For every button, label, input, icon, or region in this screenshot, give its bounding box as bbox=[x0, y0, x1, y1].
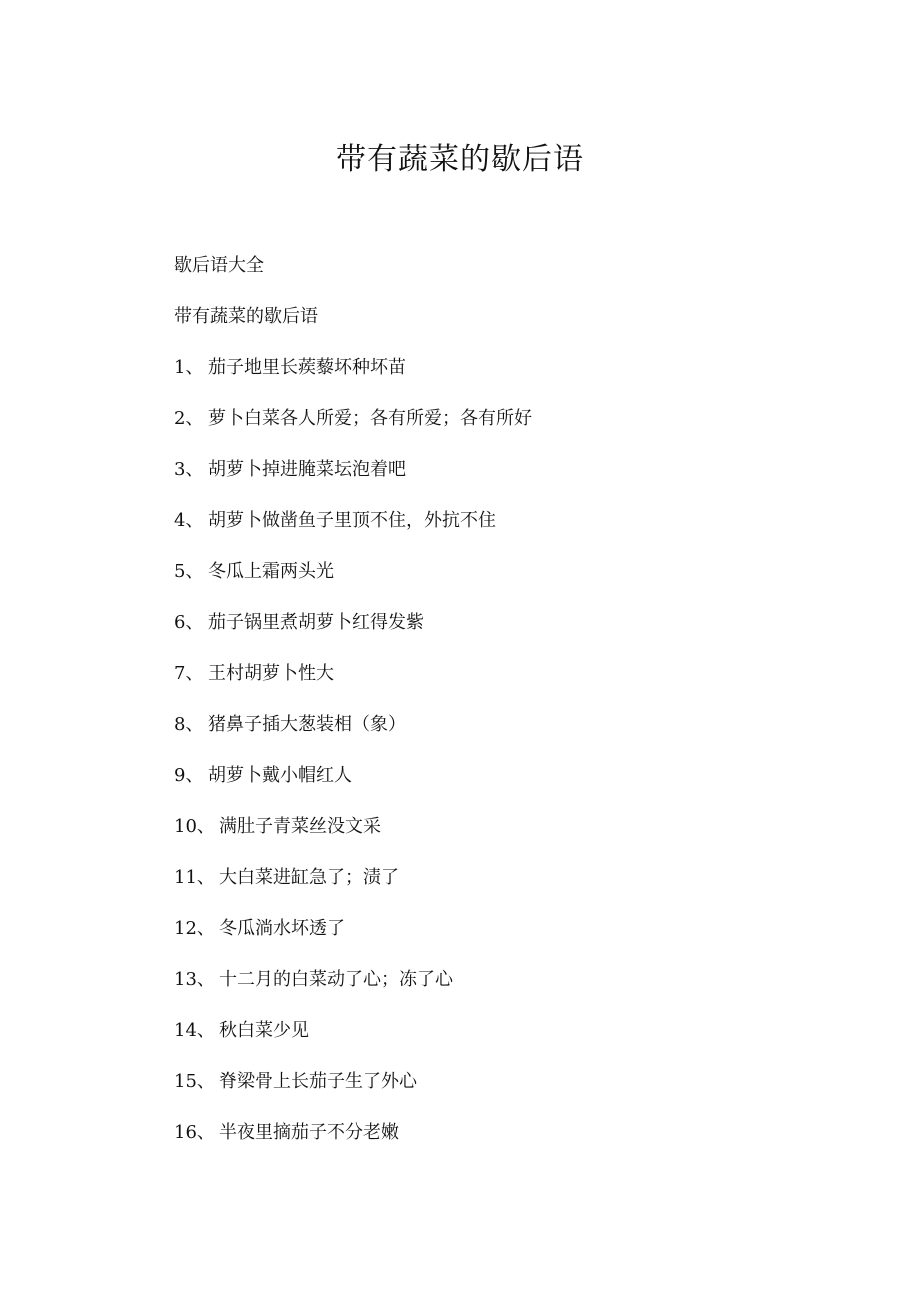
item-text: 猪鼻子插大葱装相（象） bbox=[208, 714, 406, 735]
item-number: 13、 bbox=[174, 969, 215, 990]
list-item bbox=[174, 812, 854, 863]
list-item bbox=[174, 608, 854, 659]
item-number: 5、 bbox=[174, 561, 204, 582]
item-text: 王村胡萝卜性大 bbox=[208, 663, 334, 684]
item-number: 7、 bbox=[174, 663, 204, 684]
list-item bbox=[174, 557, 854, 608]
item-text: 十二月的白菜动了心；冻了心 bbox=[219, 969, 453, 990]
item-number: 9、 bbox=[174, 765, 204, 786]
item-text: 胡萝卜做凿鱼子里顶不住，外抗不住 bbox=[208, 510, 496, 531]
list-item bbox=[174, 710, 854, 761]
item-text: 胡萝卜戴小帽红人 bbox=[208, 765, 352, 786]
item-number: 12、 bbox=[174, 918, 215, 939]
item-text: 脊梁骨上长茄子生了外心 bbox=[219, 1071, 417, 1092]
list-item bbox=[174, 761, 854, 812]
item-text: 秋白菜少见 bbox=[219, 1020, 309, 1041]
item-number: 15、 bbox=[174, 1071, 215, 1092]
item-text: 大白菜进缸急了；渍了 bbox=[219, 867, 399, 888]
list-item bbox=[174, 455, 854, 506]
document-title: 带有蔬菜的歇后语 bbox=[336, 142, 584, 177]
list-item bbox=[174, 659, 854, 710]
item-number: 8、 bbox=[174, 714, 204, 735]
list-item bbox=[174, 965, 854, 1016]
list-item bbox=[174, 506, 854, 557]
document-body bbox=[174, 251, 854, 1169]
list-item bbox=[174, 1016, 854, 1067]
item-text: 茄子地里长蒺藜坏种坏苗 bbox=[208, 357, 406, 378]
list-item bbox=[174, 914, 854, 965]
list-item bbox=[174, 353, 854, 404]
item-text: 胡萝卜掉进腌菜坛泡着吧 bbox=[208, 459, 406, 480]
item-text: 冬瓜上霜两头光 bbox=[208, 561, 334, 582]
section-subheading: 带有蔬菜的歇后语 bbox=[174, 306, 318, 327]
item-number: 1、 bbox=[174, 357, 204, 378]
item-text: 满肚子青菜丝没文采 bbox=[219, 816, 381, 837]
item-text: 茄子锅里煮胡萝卜红得发紫 bbox=[208, 612, 424, 633]
item-number: 11、 bbox=[174, 867, 215, 888]
section-heading: 歇后语大全 bbox=[174, 255, 264, 276]
item-number: 16、 bbox=[174, 1122, 215, 1143]
list-item bbox=[174, 404, 854, 455]
item-text: 萝卜白菜各人所爱；各有所爱；各有所好 bbox=[208, 408, 532, 429]
item-number: 4、 bbox=[174, 510, 204, 531]
item-number: 3、 bbox=[174, 459, 204, 480]
item-text: 冬瓜淌水坏透了 bbox=[219, 918, 345, 939]
list-item bbox=[174, 1067, 854, 1118]
item-number: 14、 bbox=[174, 1020, 215, 1041]
item-number: 6、 bbox=[174, 612, 204, 633]
list-item bbox=[174, 1118, 854, 1169]
item-text: 半夜里摘茄子不分老嫩 bbox=[219, 1122, 399, 1143]
list-item bbox=[174, 863, 854, 914]
item-number: 10、 bbox=[174, 816, 215, 837]
item-number: 2、 bbox=[174, 408, 204, 429]
